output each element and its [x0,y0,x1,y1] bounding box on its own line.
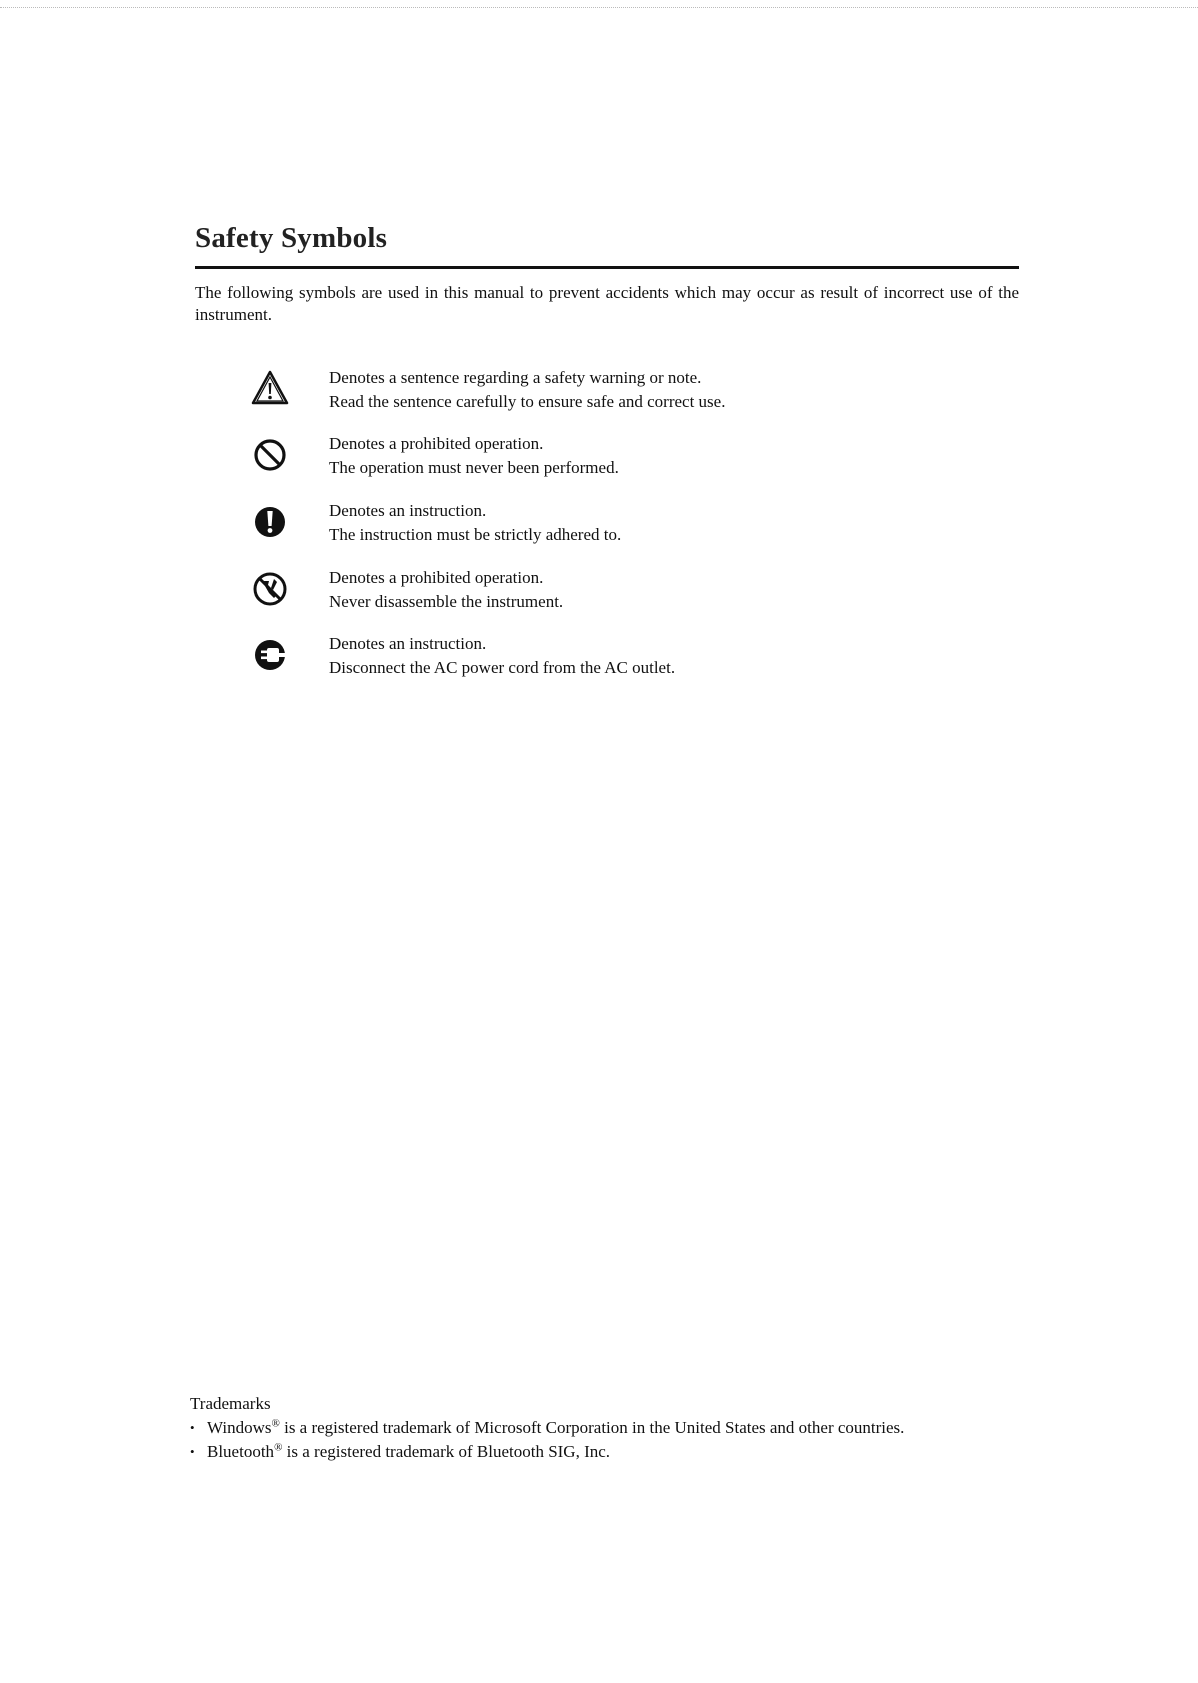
symbol-row-no-disassembly [250,566,970,626]
symbol-line-1: Denotes a sentence regarding a safety warning or note. [329,368,702,387]
title-underline [195,266,1019,269]
page-title: Safety Symbols [195,222,388,254]
trademarks-section [190,1392,1050,1464]
symbol-line-2: Read the sentence carefully to ensure safe and correct use. [329,392,726,411]
trademark-item [190,1416,1050,1440]
trademark-name: Windows [207,1418,272,1437]
intro-paragraph: The following symbols are used in this manual to prevent accidents which may occur as result of incorrect use of the instrument. [195,283,1019,324]
symbol-row-prohibited [250,432,970,492]
trademark-text: is a registered trademark of Bluetooth SIG, Inc. [282,1442,611,1461]
prohibited-icon [250,434,290,474]
instruction-exclamation-icon [250,501,290,541]
trademark-name: Bluetooth [207,1442,275,1461]
symbol-row-unplug [250,632,970,692]
trademark-item [190,1440,1050,1464]
registered-mark: ® [274,1441,283,1454]
warning-triangle-icon [250,368,290,408]
no-disassembly-icon [250,568,290,608]
symbol-line-1: Denotes an instruction. [329,634,487,653]
symbol-line-1: Denotes a prohibited operation. [329,434,544,453]
symbol-row-instruction [250,499,970,559]
symbol-line-1: Denotes an instruction. [329,501,487,520]
registered-mark: ® [271,1417,280,1430]
symbol-line-2: The instruction must be strictly adhered to. [329,525,622,544]
symbol-row-warning [250,366,970,426]
symbol-description [329,632,675,680]
symbol-description [329,366,725,414]
symbol-line-2: Never disassemble the instrument. [329,592,564,611]
unplug-icon [250,634,290,674]
symbol-description [329,499,621,547]
trademark-text: is a registered trademark of Microsoft Corporation in the United States and other countries. [279,1418,905,1437]
symbol-line-2: The operation must never been performed. [329,458,619,477]
symbol-line-1: Denotes a prohibited operation. [329,568,544,587]
symbol-description [329,432,619,480]
symbol-description [329,566,563,614]
trademarks-list [190,1416,1050,1464]
symbol-line-2: Disconnect the AC power cord from the AC outlet. [329,658,676,677]
trademarks-heading: Trademarks [190,1394,271,1413]
page-top-border [0,7,1198,8]
